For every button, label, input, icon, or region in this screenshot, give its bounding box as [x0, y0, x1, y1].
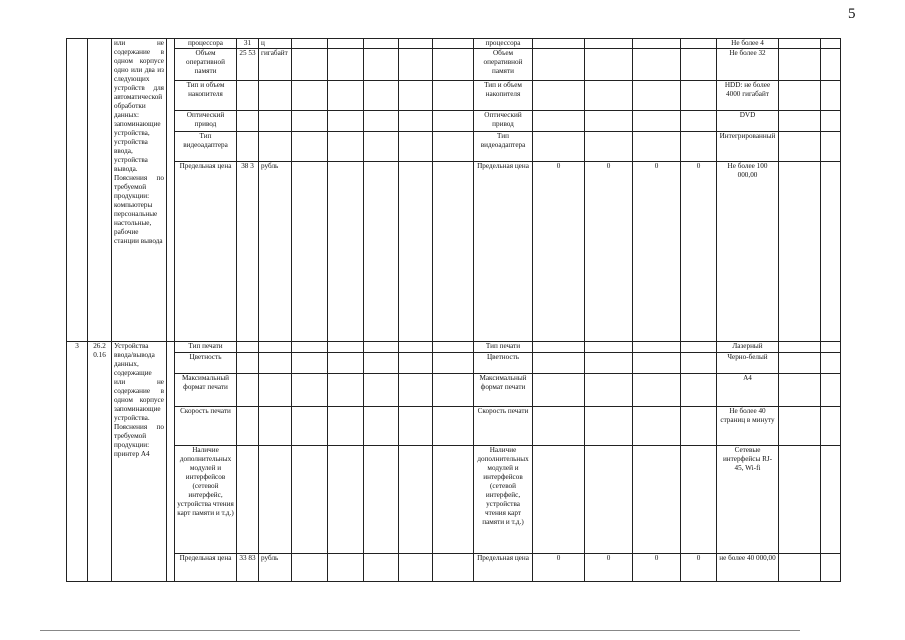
char-name-2: Объем оперативной памяти	[474, 49, 533, 81]
okei-code: 33 83	[237, 554, 259, 582]
limit-value: Черно-белый	[717, 353, 779, 374]
char-name: Предельная цена	[175, 162, 237, 342]
char-name-2: Предельная цена	[474, 162, 533, 342]
table-row	[67, 81, 841, 111]
char-name: Наличие дополнительных модулей и интерфейсов (сетевой интерфейс, устройства чтения карт памяти и т.д.)	[175, 446, 237, 554]
char-name: Тип и объем накопителя	[175, 81, 237, 111]
table-row	[67, 111, 841, 132]
table-row	[67, 342, 841, 353]
value-4: 0	[681, 554, 717, 582]
item-description: или не содержание в одном корпусе одно или два из следующих устройств для автоматической обработки данных: запоминающие устройства, устройства ввода, устройства вывода. Пояснения по требуемой продукции: компьютеры персональные настольные, рабочие станции вывода	[112, 39, 167, 342]
limit-value: Сетевые интерфейсы RJ-45, Wi-fi	[717, 446, 779, 554]
char-name-2: Тип видеоадаптера	[474, 132, 533, 162]
value-3: 0	[633, 554, 681, 582]
char-name: Тип печати	[175, 342, 237, 353]
table-row	[67, 446, 841, 554]
limit-value: Не более 100 000,00	[717, 162, 779, 342]
char-name: Цветность	[175, 353, 237, 374]
table-row	[67, 407, 841, 446]
char-name: Тип видеоадаптера	[175, 132, 237, 162]
page-number: 5	[848, 6, 856, 22]
limit-value: Интегрированный	[717, 132, 779, 162]
limit-value: А4	[717, 374, 779, 407]
okpd-code: 26.2 0.16	[88, 342, 112, 582]
table-row	[67, 132, 841, 162]
table-row	[67, 49, 841, 81]
unit: ц	[259, 39, 292, 49]
value-1: 0	[533, 554, 585, 582]
limit-value: не более 40 000,00	[717, 554, 779, 582]
char-name: Максимальный формат печати	[175, 374, 237, 407]
char-name: Оптический привод	[175, 111, 237, 132]
table-row	[67, 554, 841, 582]
char-name-2: Цветность	[474, 353, 533, 374]
requirements-table	[66, 38, 841, 582]
value-4: 0	[681, 162, 717, 342]
okei-code: 25 53	[237, 49, 259, 81]
char-name-2: Оптический привод	[474, 111, 533, 132]
limit-value: Лазерный	[717, 342, 779, 353]
limit-value: Не более 40 страниц в минуту	[717, 407, 779, 446]
table-row	[67, 39, 841, 49]
char-name-2: Наличие дополнительных модулей и интерфейсов (сетевой интерфейс, устройства чтения карт памяти и т.д.)	[474, 446, 533, 554]
char-name-2: Тип и объем накопителя	[474, 81, 533, 111]
bottom-rule	[40, 630, 800, 631]
char-name: Скорость печати	[175, 407, 237, 446]
table-row	[67, 353, 841, 374]
char-name-2: Скорость печати	[474, 407, 533, 446]
limit-value: DVD	[717, 111, 779, 132]
char-name-2: процессора	[474, 39, 533, 49]
limit-value: Не более 32	[717, 49, 779, 81]
unit: рубль	[259, 554, 292, 582]
okei-code: 38 3	[237, 162, 259, 342]
item-number: 3	[67, 342, 88, 582]
limit-value: HDD: не более 4000 гигабайт	[717, 81, 779, 111]
item-description: Устройства ввода/вывода данных, содержащие или не содержание в одном корпусе запоминающие устройства. Пояснения по требуемой продукции: принтер А4	[112, 342, 167, 582]
value-2: 0	[585, 162, 633, 342]
value-3: 0	[633, 162, 681, 342]
char-name-2: Тип печати	[474, 342, 533, 353]
char-name-2: Предельная цена	[474, 554, 533, 582]
char-name: Предельная цена	[175, 554, 237, 582]
char-name: процессора	[175, 39, 237, 49]
okei-code: 31	[237, 39, 259, 49]
char-name-2: Максимальный формат печати	[474, 374, 533, 407]
value-2: 0	[585, 554, 633, 582]
table-row	[67, 162, 841, 342]
char-name: Объем оперативной памяти	[175, 49, 237, 81]
unit: рубль	[259, 162, 292, 342]
table-row	[67, 374, 841, 407]
limit-value: Не более 4	[717, 39, 779, 49]
unit: гигабайт	[259, 49, 292, 81]
value-1: 0	[533, 162, 585, 342]
